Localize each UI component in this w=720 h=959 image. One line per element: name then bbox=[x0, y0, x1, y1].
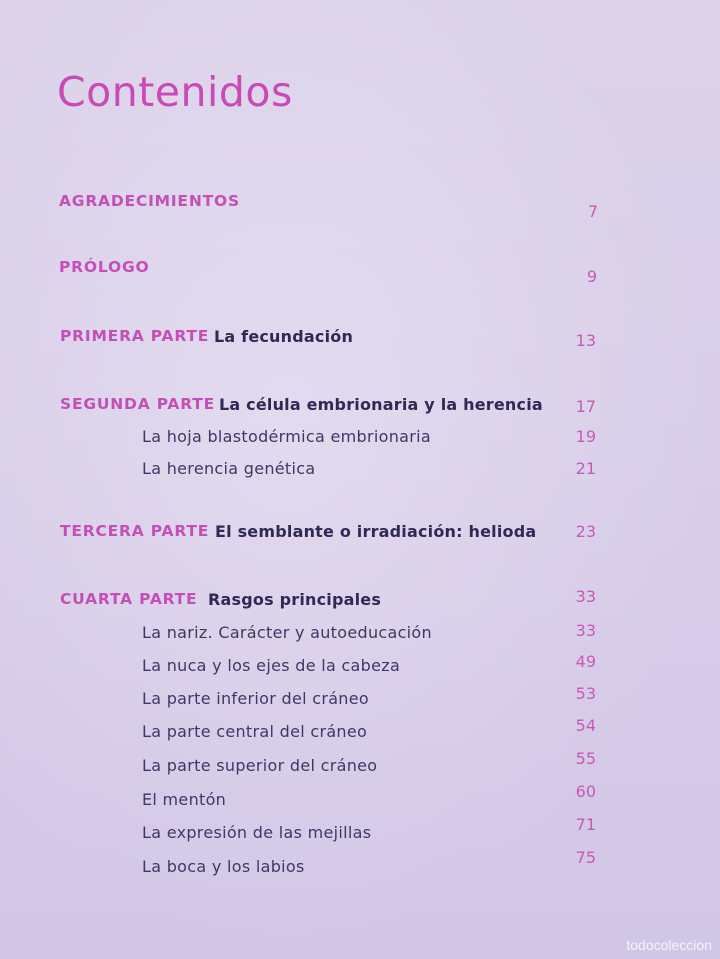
toc-subentry bbox=[0, 427, 720, 457]
toc-page-number: 21 bbox=[575, 459, 596, 478]
toc-page-number: 9 bbox=[586, 267, 597, 286]
toc-page-number: 55 bbox=[575, 749, 596, 768]
toc-entry-title: El mentón bbox=[142, 790, 227, 809]
watermark: todocoleccion bbox=[626, 937, 712, 953]
toc-page-number: 33 bbox=[575, 587, 596, 606]
toc-entry bbox=[0, 587, 720, 620]
toc-entry-title: Rasgos principales bbox=[208, 590, 382, 609]
toc-page-number: 54 bbox=[575, 716, 596, 735]
toc-page-number: 60 bbox=[575, 782, 596, 801]
page-title: Contenidos bbox=[57, 68, 293, 116]
toc-page-number: 71 bbox=[575, 815, 596, 834]
toc-subentry bbox=[0, 848, 720, 887]
toc-entry-title: La nariz. Carácter y autoeducación bbox=[142, 623, 432, 642]
toc-entry-title: La hoja blastodérmica embrionaria bbox=[142, 427, 431, 446]
toc-subentry bbox=[0, 782, 720, 820]
toc-subentry bbox=[0, 459, 720, 489]
toc-entry-title: La parte central del cráneo bbox=[142, 722, 368, 741]
toc-page-number: 13 bbox=[575, 331, 596, 350]
toc-page-number: 23 bbox=[575, 522, 596, 541]
toc-page-number: 75 bbox=[575, 848, 596, 867]
toc-entry-title: La boca y los labios bbox=[142, 857, 305, 876]
toc-part-label: CUARTA PARTE bbox=[60, 590, 198, 608]
toc-entry-title: La parte inferior del cráneo bbox=[142, 689, 369, 708]
toc-part-label: PRIMERA PARTE bbox=[60, 327, 210, 345]
toc-entry-title: La fecundación bbox=[214, 327, 354, 346]
toc-part-label: PRÓLOGO bbox=[59, 258, 150, 276]
toc-part-label: TERCERA PARTE bbox=[60, 522, 210, 540]
toc-part-label: SEGUNDA PARTE bbox=[60, 395, 216, 413]
toc-subentry bbox=[0, 652, 720, 686]
toc-page-number: 33 bbox=[575, 621, 596, 640]
toc-subentry bbox=[0, 684, 720, 719]
toc-subentry bbox=[0, 716, 720, 752]
toc-entry bbox=[0, 327, 720, 357]
toc-entry-title: La herencia genética bbox=[142, 459, 316, 478]
toc-subentry bbox=[0, 815, 720, 853]
toc-entry bbox=[0, 395, 720, 425]
toc-page-number: 7 bbox=[587, 202, 598, 221]
toc-entry-title: La nuca y los ejes de la cabeza bbox=[142, 656, 401, 675]
toc-part-label: AGRADECIMIENTOS bbox=[59, 192, 240, 210]
toc-entry bbox=[0, 258, 720, 288]
toc-page-number: 19 bbox=[575, 427, 596, 446]
toc-page-number: 53 bbox=[575, 684, 596, 703]
toc-entry-title: La expresión de las mejillas bbox=[142, 823, 372, 842]
toc-subentry bbox=[0, 623, 720, 653]
toc-entry bbox=[0, 192, 720, 222]
toc-entry bbox=[0, 522, 720, 552]
toc-entry-title: La parte superior del cráneo bbox=[142, 756, 378, 775]
toc-entry-title: El semblante o irradiación: helioda bbox=[215, 522, 537, 541]
toc-entry-title: La célula embrionaria y la herencia bbox=[219, 395, 543, 414]
toc-page-number: 49 bbox=[575, 652, 596, 671]
toc-page-number: 17 bbox=[575, 397, 596, 416]
toc-subentry bbox=[0, 749, 720, 786]
